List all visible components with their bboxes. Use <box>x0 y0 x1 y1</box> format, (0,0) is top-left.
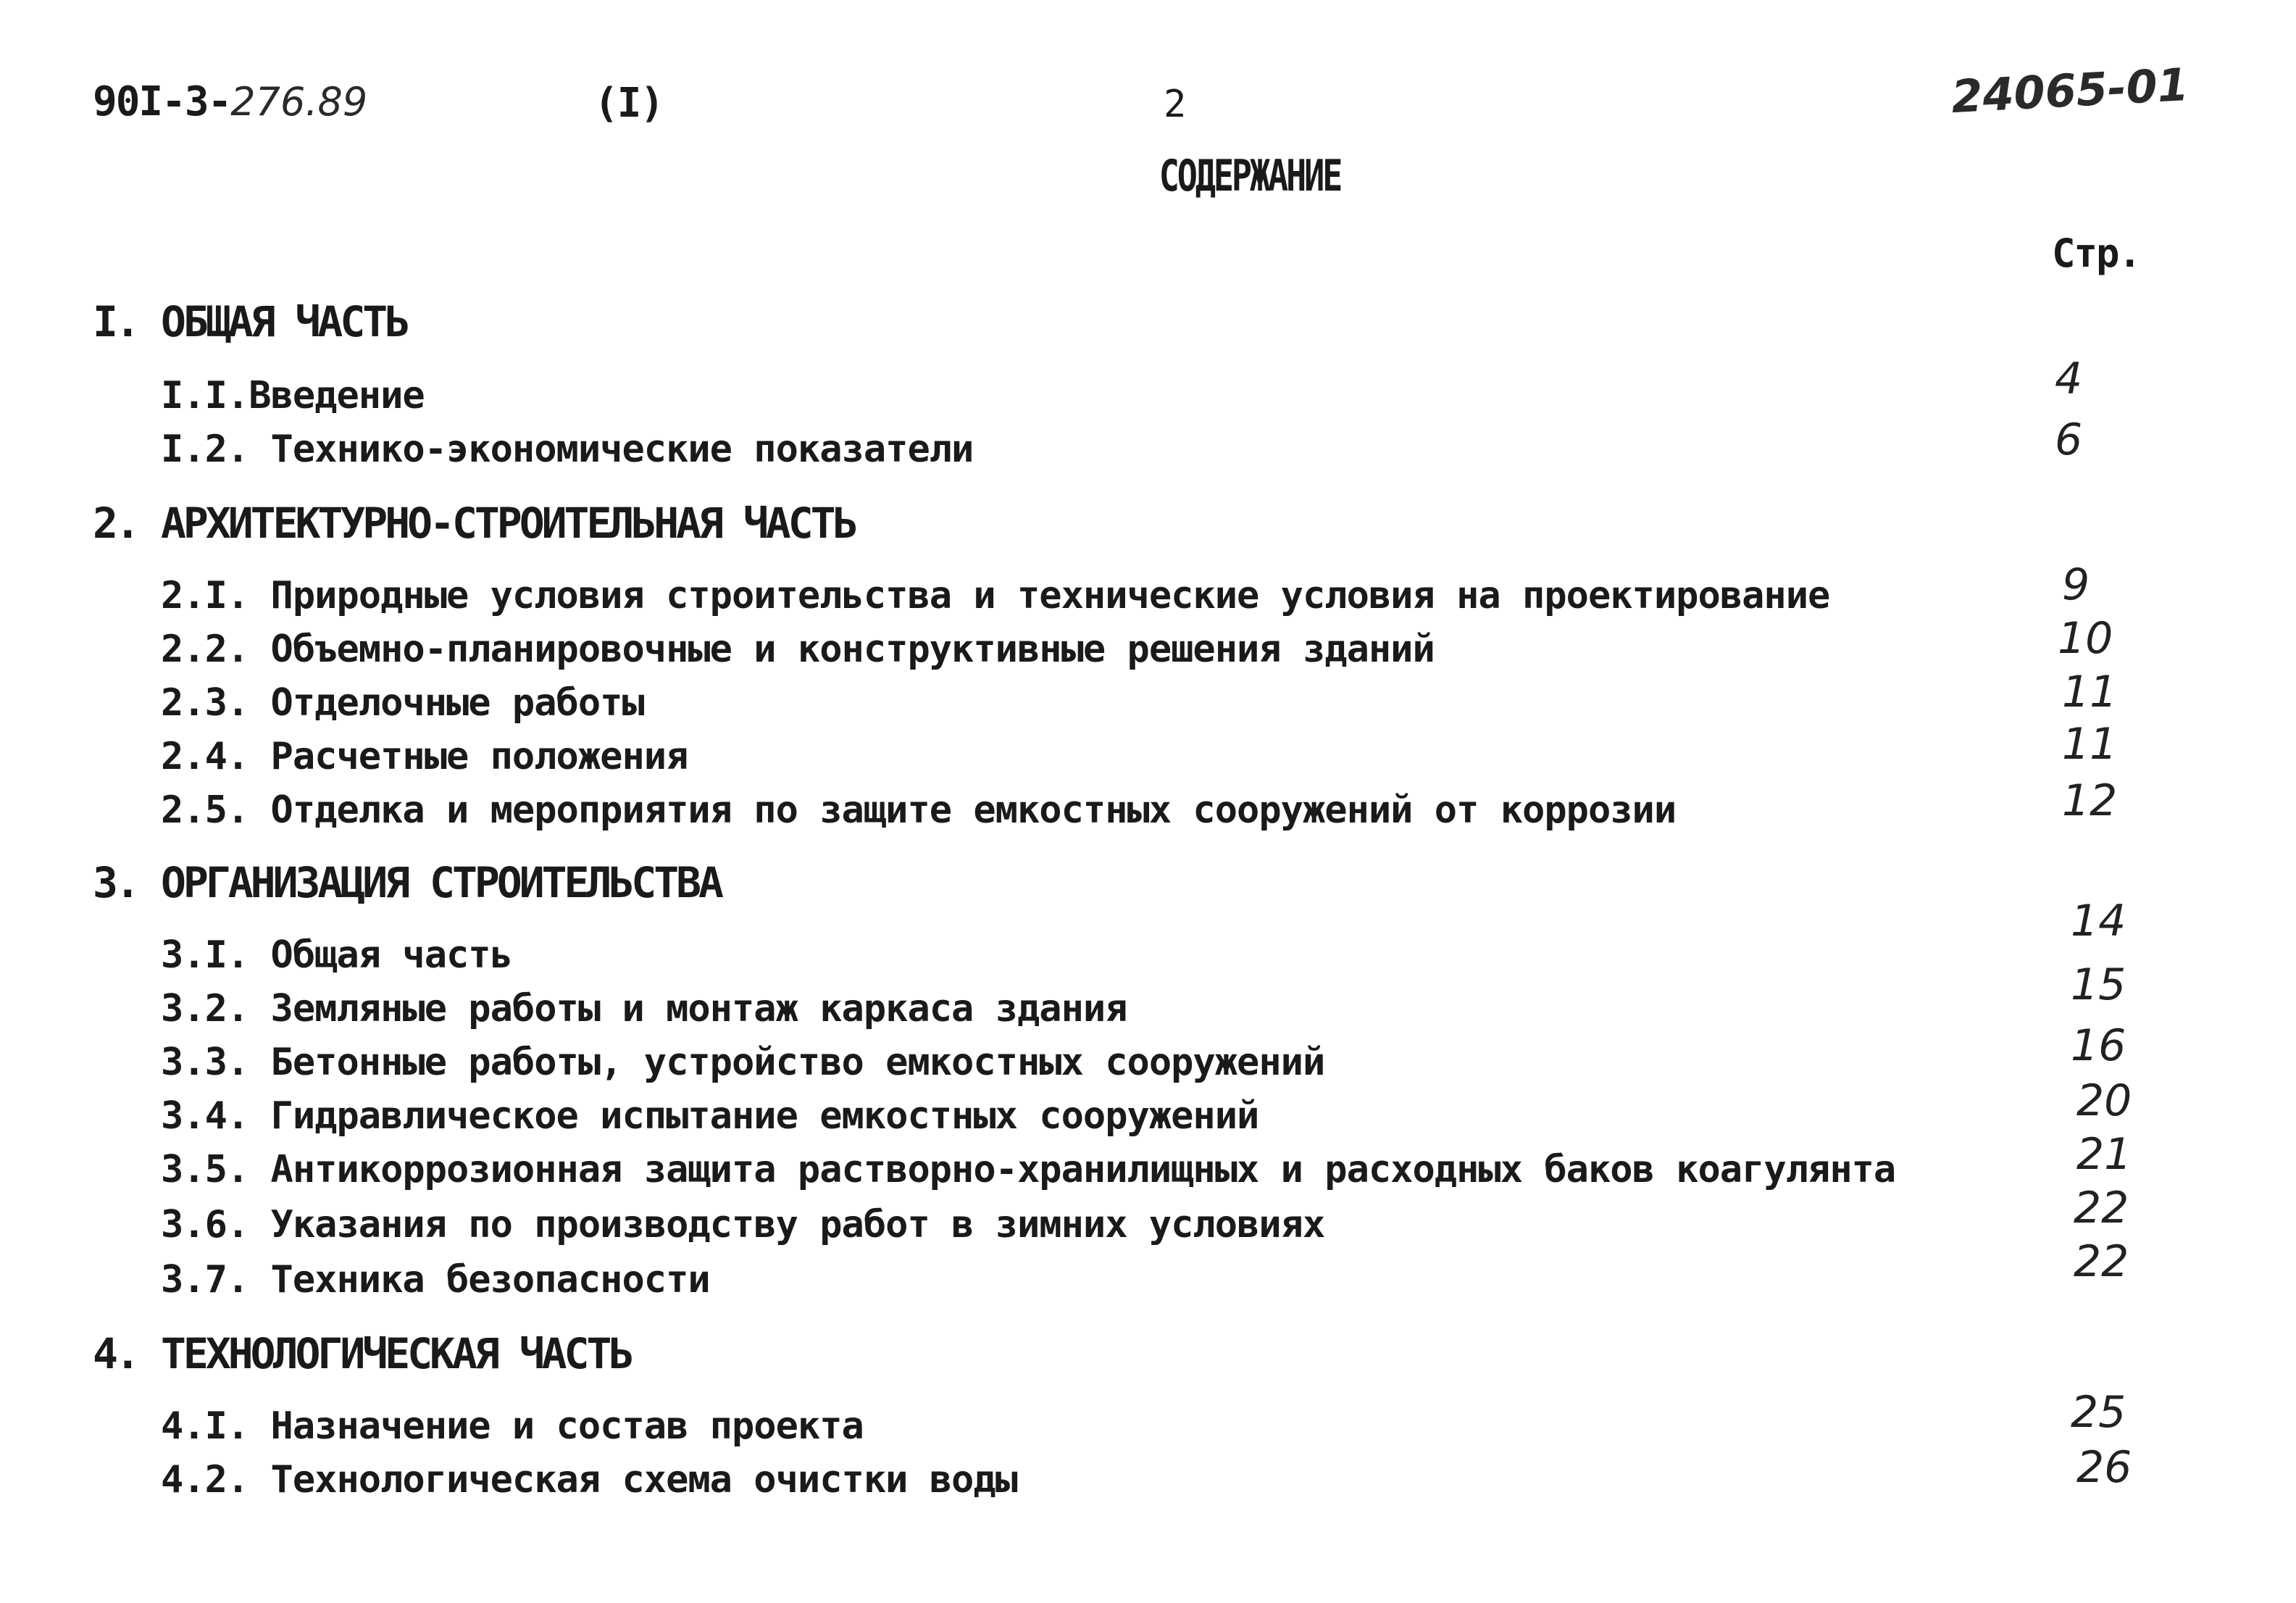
toc-item-title: Отделочные работы <box>270 681 644 725</box>
toc-item <box>161 987 1127 1030</box>
document-code-handwritten: 276.89 <box>230 79 368 125</box>
toc-item-page: 22 <box>2074 1183 2129 1233</box>
toc-item-page: 4 <box>2055 354 2083 404</box>
toc-item-number: 3.7. <box>161 1258 249 1302</box>
toc-item <box>161 574 1829 617</box>
toc-item-page: 10 <box>2058 613 2113 664</box>
toc-item-title: Объемно-планировочные и конструктивные решения зданий <box>270 628 1435 671</box>
toc-item-title: Введение <box>249 374 425 417</box>
toc-item-number: 2.I. <box>161 574 249 617</box>
toc-item-title: Отделка и мероприятия по защите емкостных сооружений от коррозии <box>270 788 1677 832</box>
toc-item <box>161 933 512 977</box>
toc-item-number: 3.6. <box>161 1203 249 1246</box>
page-column-header: Стр. <box>2052 230 2141 276</box>
toc-item-page: 12 <box>2062 775 2118 826</box>
archive-number: 24065-01 <box>1950 58 2190 124</box>
toc-item <box>161 1041 1324 1084</box>
toc-item <box>161 681 644 725</box>
section-number: I. <box>93 297 138 346</box>
toc-item-number: 4.2. <box>161 1458 249 1502</box>
toc-item-page: 15 <box>2071 959 2126 1010</box>
toc-item-number: 3.4. <box>161 1094 249 1138</box>
toc-item-number: I.I. <box>161 374 249 417</box>
toc-item-page: 16 <box>2071 1020 2126 1071</box>
section-number: 4. <box>93 1329 138 1378</box>
toc-item-title: Бетонные работы, устройство емкостных сооружений <box>270 1041 1325 1084</box>
toc-item-number: 3.2. <box>161 987 249 1030</box>
toc-item <box>161 735 688 778</box>
toc-item-page: 21 <box>2076 1129 2132 1180</box>
section-title: АРХИТЕКТУРНО-СТРОИТЕЛЬНАЯ ЧАСТЬ <box>161 499 856 548</box>
toc-item-page: 6 <box>2055 415 2083 465</box>
toc-item <box>161 428 973 471</box>
toc-item-page: 20 <box>2076 1075 2132 1126</box>
section-title: ОРГАНИЗАЦИЯ СТРОИТЕЛЬСТВА <box>161 858 721 907</box>
toc-item-number: 2.5. <box>161 788 249 832</box>
toc-item-number: 2.4. <box>161 735 249 778</box>
section-heading <box>93 858 721 907</box>
toc-item-number: 4.I. <box>161 1404 249 1448</box>
toc-item <box>161 788 1676 832</box>
toc-item-page: 26 <box>2076 1442 2132 1493</box>
toc-item-page: 25 <box>2071 1387 2126 1438</box>
section-title: ОБЩАЯ ЧАСТЬ <box>161 297 408 346</box>
toc-item <box>161 1258 710 1302</box>
volume-number: (I) <box>594 80 664 127</box>
toc-item-title: Назначение и состав проекта <box>270 1404 864 1448</box>
document-code <box>93 78 367 125</box>
toc-item-number: 2.3. <box>161 681 249 725</box>
toc-item-page: 9 <box>2062 559 2090 610</box>
toc-item <box>161 1458 1017 1502</box>
toc-item-number: 3.I. <box>161 933 249 977</box>
toc-item <box>161 1094 1258 1138</box>
section-number: 3. <box>93 858 138 907</box>
toc-item <box>161 1148 1895 1191</box>
toc-item-title: Техника безопасности <box>270 1258 710 1302</box>
toc-item-number: 3.3. <box>161 1041 249 1084</box>
toc-item <box>161 628 1435 671</box>
toc-item-title: Технологическая схема очистки воды <box>270 1458 1017 1502</box>
document-code-printed: 90I-3- <box>93 78 231 125</box>
toc-item-number: 3.5. <box>161 1148 249 1191</box>
toc-item <box>161 1404 864 1448</box>
toc-item-title: Общая часть <box>270 933 512 977</box>
toc-item-title: Земляные работы и монтаж каркаса здания <box>270 987 1127 1030</box>
toc-item <box>161 1203 1324 1246</box>
page-number: 2 <box>1164 83 1185 126</box>
toc-item <box>161 374 425 417</box>
toc-item-title: Природные условия строительства и технические условия на проектирование <box>270 574 1830 617</box>
toc-item-page: 11 <box>2062 667 2118 717</box>
toc-item-number: 2.2. <box>161 628 249 671</box>
section-title: ТЕХНОЛОГИЧЕСКАЯ ЧАСТЬ <box>161 1329 632 1378</box>
section-heading <box>93 297 407 346</box>
section-heading <box>93 1329 631 1378</box>
toc-item-title: Технико-экономические показатели <box>270 428 974 471</box>
toc-item-title: Указания по производству работ в зимних условиях <box>270 1203 1325 1246</box>
toc-item-page: 22 <box>2074 1236 2129 1287</box>
toc-item-page: 14 <box>2071 896 2126 946</box>
section-number: 2. <box>93 499 138 548</box>
page-title: СОДЕРЖАНИЕ <box>1159 151 1341 201</box>
toc-item-title: Гидравлическое испытание емкостных сооружений <box>270 1094 1259 1138</box>
section-heading <box>93 499 856 548</box>
toc-item-title: Антикоррозионная защита растворно-хранилищных и расходных баков коагулянта <box>270 1148 1896 1191</box>
toc-item-page: 11 <box>2062 719 2118 770</box>
toc-item-title: Расчетные положения <box>270 735 688 778</box>
toc-item-number: I.2. <box>161 428 249 471</box>
